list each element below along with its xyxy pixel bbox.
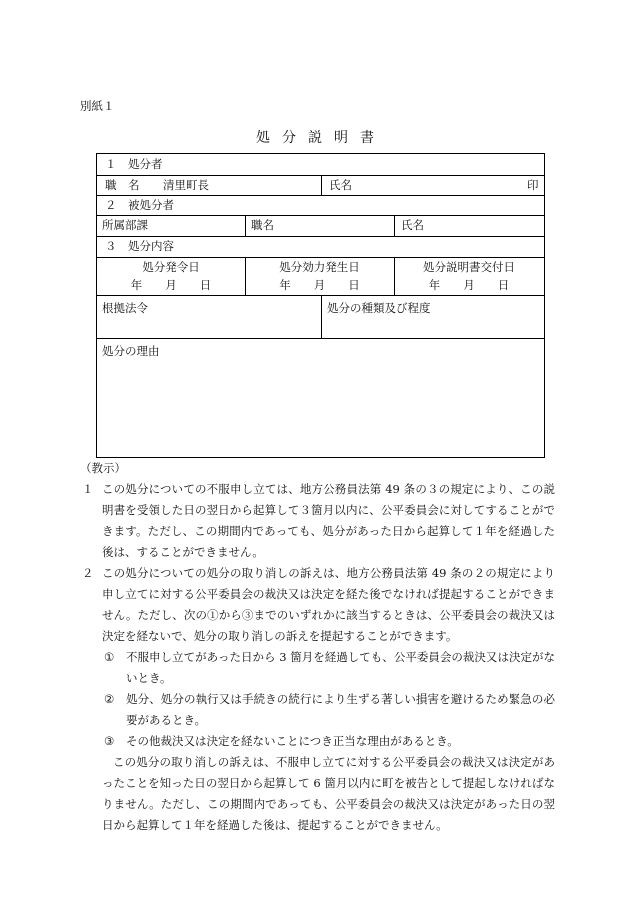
- subitem-mark: ②: [104, 692, 115, 706]
- position-label: 職 名: [105, 178, 140, 192]
- instructions-heading: （教示）: [80, 461, 126, 475]
- instruction-item-2: [80, 563, 555, 647]
- reason-label: 処分の理由: [102, 344, 160, 358]
- law-label: 根拠法令: [102, 301, 148, 315]
- instruction-subitem-3: [102, 731, 555, 752]
- date-placeholder-effective: 年 月 日: [279, 278, 360, 292]
- date-placeholder-delivery: 年 月 日: [428, 278, 510, 292]
- type-label: 処分の種類及び程度: [327, 301, 431, 315]
- date-header-issue: 処分発令日: [142, 260, 200, 274]
- position-value: 清里町長: [163, 178, 209, 192]
- section3-label: ３ 処分内容: [105, 239, 174, 253]
- instruction-subitem-1: [102, 647, 555, 689]
- instructions-section: [80, 459, 555, 836]
- subitem-text: 処分、処分の執行又は手続きの続行により生ずる著しい損害を避けるため緊急の必要があるとき。: [126, 692, 555, 727]
- disposition-form-table: [96, 153, 545, 458]
- name2-label: 氏名: [401, 218, 424, 232]
- attachment-label: 別紙１: [80, 99, 115, 113]
- subitem-text: その他裁決又は決定を経ないことにつき正当な理由があるとき。: [126, 734, 459, 748]
- name-label: 氏名: [329, 178, 352, 192]
- subitem-text: 不服申し立てがあった日から 3 箇月を経過しても、公平委員会の裁決又は決定がないとき。: [126, 650, 555, 685]
- instruction-final-paragraph: この処分の取り消しの訴えは、不服申し立てに対する公平委員会の裁決又は決定があったことを知った日の翌日から起算して 6 箇月以内に町を被告として提起しなければなりません。ただし、この期間内であっても、公平委員会の裁決又は決定があった日の翌日から起算して１年を経過した後は、提起することができません。: [102, 755, 555, 832]
- seal-mark: 印: [527, 178, 539, 192]
- instruction-item-1: [80, 479, 555, 563]
- instruction-subitem-2: [102, 689, 555, 731]
- date-header-effective: 処分効力発生日: [279, 260, 360, 274]
- date-placeholder-issue: 年 月 日: [130, 278, 212, 292]
- document-title: 処分説明書: [256, 130, 386, 146]
- date-header-delivery: 処分説明書交付日: [423, 260, 515, 274]
- dept-label: 所属部課: [102, 218, 148, 232]
- instruction-text: この処分についての不服申し立ては、地方公務員法第 49 条の３の規定により、この説明書を受領した日の翌日から起算して３箇月以内に、公平委員会に対してすることができます。ただし、この期間内であっても、処分があった日から起算して１年を経過した後は、することができません。: [102, 482, 555, 559]
- instruction-text: この処分についての処分の取り消しの訴えは、地方公務員法第 49 条の２の規定により申し立てに対する公平委員会の裁決又は決定を経た後でなければ提起することができません。ただし、次の①から③までのいずれかに該当するときは、公平委員会の裁決又は決定を経ないで、処分の取り消しの訴えを提起することができます。: [102, 566, 555, 643]
- subitem-mark: ③: [104, 734, 115, 748]
- section2-label: ２ 被処分者: [105, 198, 174, 212]
- section1-label: １ 処分者: [105, 157, 163, 171]
- instruction-number: １: [82, 482, 94, 496]
- instruction-number: ２: [82, 566, 94, 580]
- job-label: 職名: [251, 218, 274, 232]
- subitem-mark: ①: [104, 650, 115, 664]
